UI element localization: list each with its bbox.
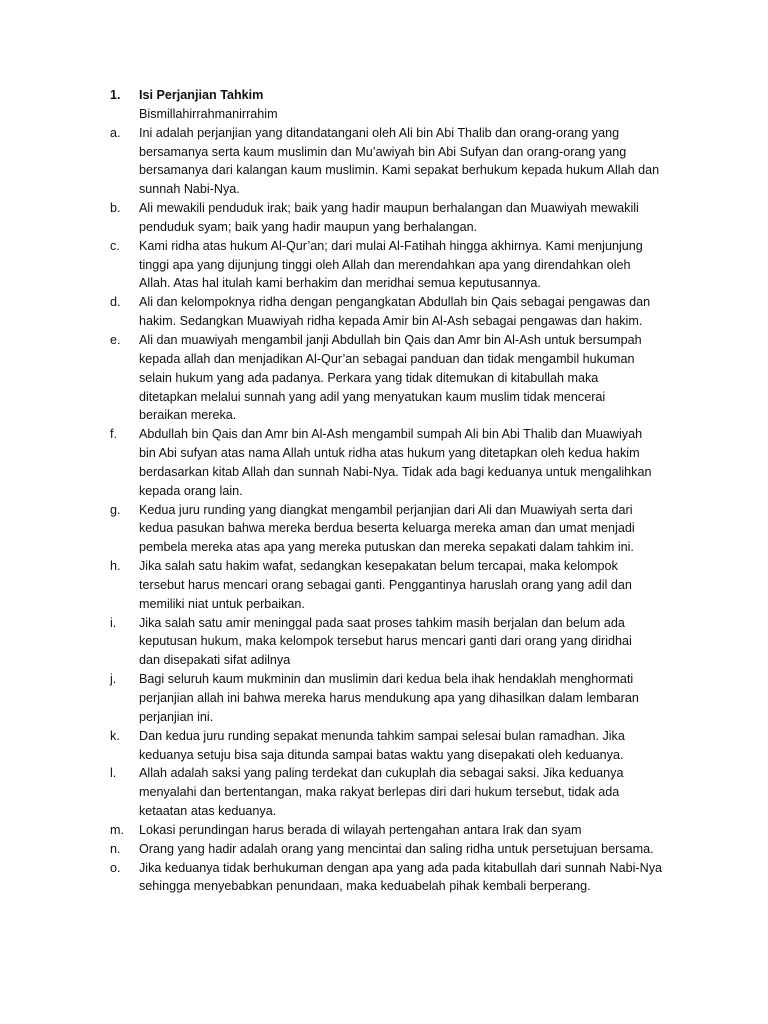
list-item-l xyxy=(110,764,675,821)
list-item-text: Orang yang hadir adalah orang yang mencintai dan saling ridha untuk persetujuan bersama. xyxy=(139,841,654,856)
list-item-text: Ini adalah perjanjian yang ditandatangani oleh Ali bin Abi Thalib dan orang-orang yang bersamanya serta kaum muslimin dan Mu’awiyah bin Abi Sufyan dan orang-orang yang bersamanya dari kalangan kaum muslimin. Kami sepakat berhukum kepada hukum Allah dan sunnah Nabi-Nya. xyxy=(139,125,660,197)
list-item-k xyxy=(110,727,675,765)
list-item-a xyxy=(110,124,675,199)
list-marker: a. xyxy=(110,125,121,140)
list-marker: e. xyxy=(110,332,121,347)
list-item-text: Abdullah bin Qais dan Amr bin Al-Ash mengambil sumpah Ali bin Abi Thalib dan Muawiyah bin Abi sufyan atas nama Allah untuk ridha atas hukum yang ditetapkan oleh kedua hakim berdasarkan kitab Allah dan sunnah Nabi-Nya. Tidak ada bagi keduanya untuk mengalihkan kepada orang lain. xyxy=(139,427,652,498)
list-item-m xyxy=(110,821,675,840)
list-marker: j. xyxy=(110,672,117,687)
list-item-text: Jika salah satu hakim wafat, sedangkan kesepakatan belum tercapai, maka kelompok tersebut harus mencari orang sebagai ganti. Penggantinya haruslah orang yang adil dan memiliki niat untuk perbaikan. xyxy=(139,559,632,611)
list-item-j xyxy=(110,670,675,727)
section-number: 1. xyxy=(110,88,121,102)
list-item-text: Ali dan kelompoknya ridha dengan pengangkatan Abdullah bin Qais sebagai pengawas dan hakim. Sedangkan Muawiyah ridha kepada Amir bin Al-Ash sebagai pengawas dan hakim. xyxy=(139,295,651,329)
list-item-text: Bagi seluruh kaum mukminin dan muslimin dari kedua bela ihak hendaklah menghormati perjanjian allah ini bahwa mereka harus mendukung apa yang dihasilkan dalam lembaran perjanjian ini. xyxy=(139,672,639,724)
list-item-text: Kedua juru runding yang diangkat mengambil perjanjian dari Ali dan Muawiyah serta dari kedua pasukan bahwa mereka berdua beserta keluarga mereka aman dan umat menjadi pembela mereka atas apa yang mereka putuskan dan mereka sepakati dalam tahkim ini. xyxy=(139,502,635,555)
list-item-text: Lokasi perundingan harus berada di wilayah pertengahan antara Irak dan syam xyxy=(139,822,582,837)
list-item-g xyxy=(110,501,675,558)
section-heading xyxy=(110,86,675,105)
list-marker: k. xyxy=(110,728,120,743)
list-item-d xyxy=(110,293,675,331)
list-marker: i. xyxy=(110,615,117,630)
list-item-f xyxy=(110,425,675,500)
list-item-o xyxy=(110,859,675,897)
list-item-text: Ali mewakili penduduk irak; baik yang hadir maupun berhalangan dan Muawiyah mewakili penduduk syam; baik yang hadir maupun yang berhalangan. xyxy=(139,201,639,234)
list-marker: h. xyxy=(110,559,121,574)
list-marker: d. xyxy=(110,295,121,310)
list-item-h xyxy=(110,557,675,614)
list-item-text: Allah adalah saksi yang paling terdekat dan cukuplah dia sebagai saksi. Jika keduanya menyalahi dan bertentangan, maka rakyat berlepas diri dari hukum tersebut, tidak ada ketaatan atas keduanya. xyxy=(139,766,624,819)
list-item-text: Dan kedua juru runding sepakat menunda tahkim sampai selesai bulan ramadhan. Jika keduanya setuju bisa saja ditunda sampai batas waktu yang disepakati oleh keduanya. xyxy=(139,728,625,762)
list-item-c xyxy=(110,237,675,294)
section-title: Isi Perjanjian Tahkim xyxy=(139,88,264,102)
list-item-b xyxy=(110,199,675,237)
list-marker: c. xyxy=(110,238,120,253)
list-item-n xyxy=(110,840,675,859)
document-body xyxy=(110,86,675,896)
list-marker: m. xyxy=(110,822,124,837)
list-item-text: Jika salah satu amir meninggal pada saat proses tahkim masih berjalan dan belum ada keputusan hukum, maka kelompok tersebut harus mencari ganti dari orang yang diridhai dan disepakati sifat adilnya xyxy=(139,615,632,668)
list-marker: f. xyxy=(110,427,117,442)
list-item-e xyxy=(110,331,675,425)
list-marker: b. xyxy=(110,201,121,216)
opening-line: Bismillahirrahmanirrahim xyxy=(139,106,278,121)
list-marker: o. xyxy=(110,860,121,875)
list-item-text: Ali dan muawiyah mengambil janji Abdullah bin Qais dan Amr bin Al-Ash untuk bersumpah kepada allah dan menjadikan Al-Qur’an sebagai panduan dan tidak mengambil hukuman selain hukum yang ada padanya. Perkara yang tidak ditemukan di kitabullah maka ditetapkan melalui sunnah yang adil yang menyatukan kaum muslim tidak mencerai beraikan mereka. xyxy=(139,332,642,423)
list-marker: l. xyxy=(110,766,117,781)
list-marker: n. xyxy=(110,841,121,856)
list-item-text: Kami ridha atas hukum Al-Qur’an; dari mulai Al-Fatihah hingga akhirnya. Kami menjunjung tinggi apa yang dijunjung tinggi oleh Allah dan merendahkan apa yang direndahkan oleh Allah. Atas hal itulah kami berhakim dan meridhai semua keputusannya. xyxy=(139,238,643,291)
list-item-text: Jika keduanya tidak berhukuman dengan apa yang ada pada kitabullah dari sunnah Nabi-Nya sehingga menyebabkan penundaan, maka keduabelah pihak kembali berperang. xyxy=(139,860,663,894)
list-item-i xyxy=(110,614,675,671)
list-marker: g. xyxy=(110,502,121,517)
